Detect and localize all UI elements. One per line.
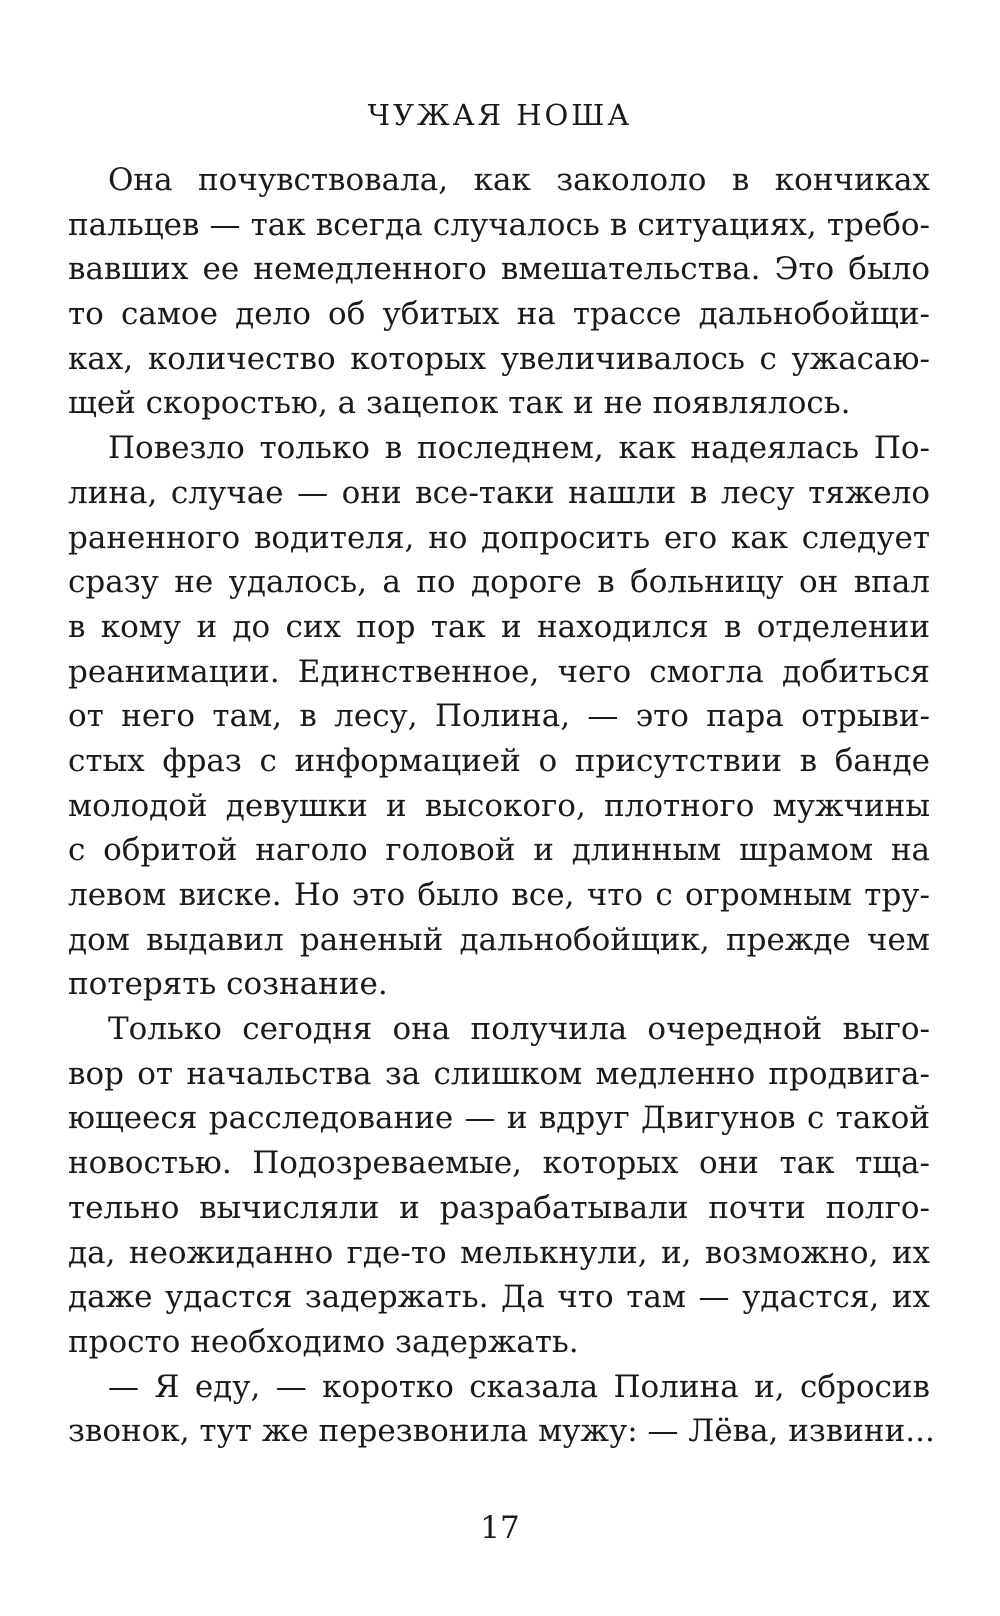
text-line: сразу не удалось, а по дороге в больницу он впал [68,564,930,601]
text-line: тельно вычисляли и разрабатывали почти полго- [68,1189,930,1226]
text-line: вавших ее немедленного вмешательства. Это было [68,251,930,288]
text-line: да, неожиданно где-то мелькнули, и, возможно, их [68,1234,930,1271]
page-number: 17 [480,1510,520,1546]
text-line: реанимации. Единственное, чего смогла добиться [68,653,930,690]
text-line: то самое дело об убитых на трассе дальнобойщи- [68,296,930,333]
text-line: — Я еду, — коротко сказала Полина и, сбросив [108,1368,930,1405]
text-line: дом выдавил раненый дальнобойщик, прежде чем [68,921,930,958]
text-line: в кому и до сих пор так и находился в отделении [68,608,930,645]
text-line: раненного водителя, но допросить его как следует [68,519,930,556]
text-line: пальцев — так всегда случалось в ситуациях, требо- [68,206,930,243]
text-line: молодой девушки и высокого, плотного мужчины [68,787,930,824]
text-line: ющееся расследование — и вдруг Двигунов с такой [68,1100,930,1137]
text-line: лина, случае — они все-таки нашли в лесу тяжело [68,474,930,511]
text-line: Повезло только в последнем, как надеялась По- [108,430,930,467]
text-line: вор от начальства за слишком медленно продвига- [68,1055,930,1092]
text-line: от него там, в лесу, Полина, — это пара отрыви- [68,698,930,735]
running-head: ЧУЖАЯ НОША [367,98,633,132]
text-line: новостью. Подозреваемые, которых они так тща- [68,1145,930,1182]
text-line: просто необходимо задержать. [68,1323,579,1360]
text-line: стых фраз с информацией о присутствии в банде [68,742,930,779]
text-line: щей скоростью, а зацепок так и не появлялось. [68,385,851,422]
text-line: звонок, тут же перезвонила мужу: — Лёва, извини... [68,1413,935,1450]
text-line: Она почувствовала, как закололо в кончиках [108,162,930,198]
text-line: потерять сознание. [68,966,388,1003]
text-line: даже удастся задержать. Да что там — удастся, их [68,1279,930,1316]
text-line: левом виске. Но это было все, что с огромным тру- [68,877,930,913]
text-line: ках, количество которых увеличивалось с ужасаю- [68,340,930,377]
text-line: с обритой наголо головой и длинным шрамом на [68,832,930,869]
body-text [68,158,935,1454]
text-line: Только сегодня она получила очередной выго- [108,1011,930,1048]
